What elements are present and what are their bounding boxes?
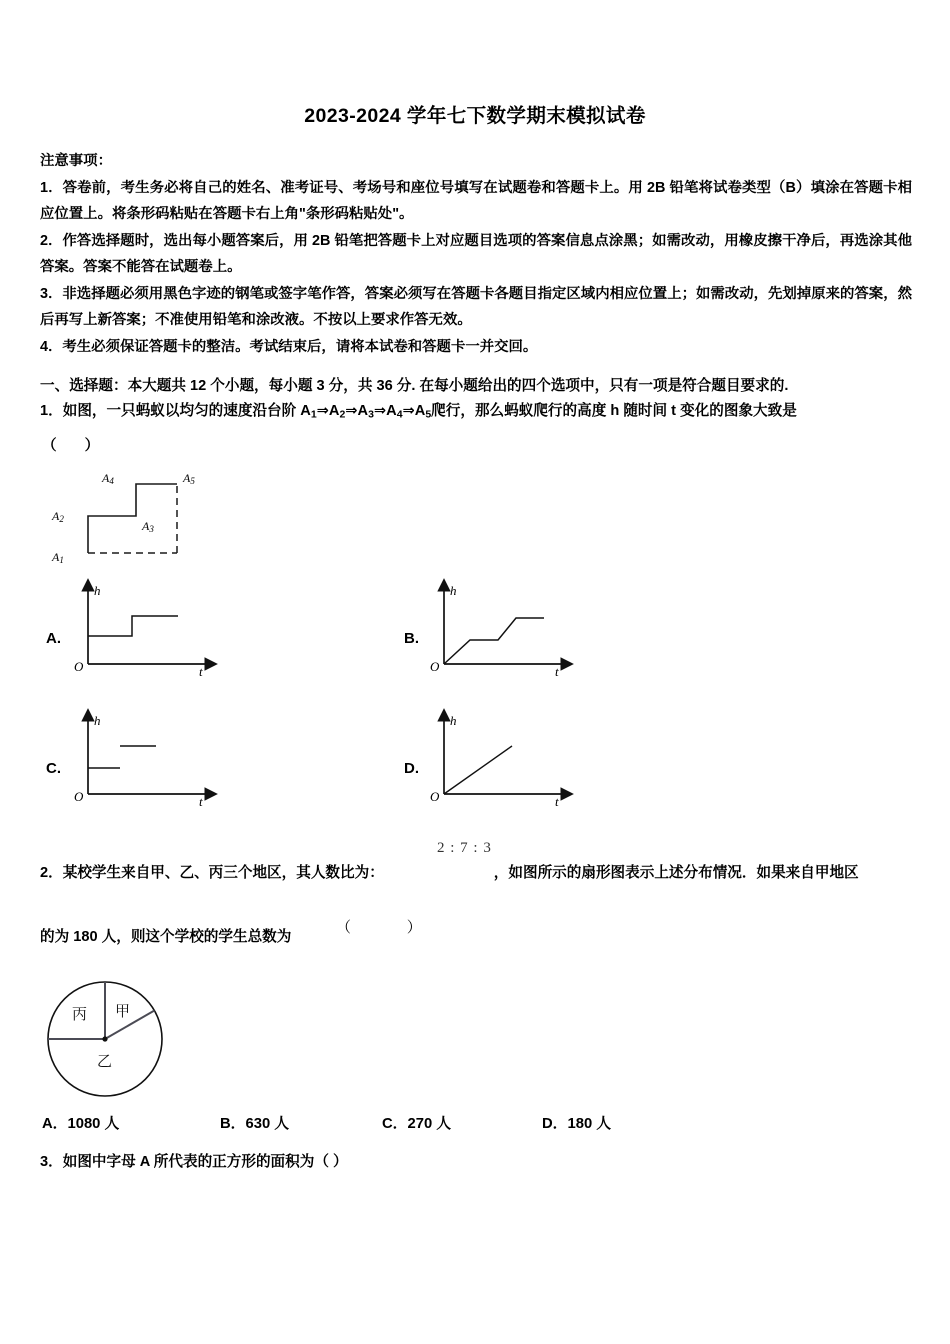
staircase-solid-path [88, 484, 177, 553]
option-A-graph [72, 578, 222, 676]
notes-heading: 注意事项： [40, 153, 112, 169]
question-2-choice-A[interactable]: A．1080 人 [42, 1116, 120, 1132]
question-2-choices [42, 1112, 682, 1133]
notes-item-3: 3．非选择题必须用黑色字迹的钢笔或签字笔作答，答案必须写在答题卡各题目指定区域内相应位置上；如需改动，先划掉原来的答案，然后再写上新答案；不准使用铅笔和涂改液。不按以上要求作答无效。 [40, 285, 912, 328]
question-1-text [40, 399, 924, 427]
question-3-body: 如图中字母 A 所代表的正方形的面积为（ ） [62, 1154, 348, 1170]
option-C-graph [72, 708, 222, 806]
question-2-choice-C[interactable]: C．270 人 [382, 1116, 452, 1132]
option-B-origin-label: O [430, 659, 440, 674]
notes-item-2: 2．作答选择题时，选出每小题答案后，用 2B 铅笔把答题卡上对应题目选项的答案信息点涂黑；如需改动，用橡皮擦干净后，再选涂其他答案。答案不能答在试题卷上。 [40, 232, 912, 275]
option-D-graph [428, 708, 578, 806]
question-1-staircase-figure [44, 462, 259, 564]
option-A-origin-label: O [74, 659, 84, 674]
option-C-y-axis-label: h [94, 713, 101, 728]
option-D-origin-label: O [430, 789, 440, 804]
staircase-label-A3: A3 [142, 519, 154, 534]
question-2-choice-D[interactable]: D．180 人 [542, 1116, 612, 1132]
notes-item-1: 1．答卷前，考生务必将自己的姓名、准考证号、考场号和座位号填写在试题卷和答题卡上。用 2B 铅笔将试卷类型（B）填涂在答题卡相应位置上。将条形码粘贴在答题卡右上角"条形码粘贴处"。 [40, 179, 912, 222]
pie-slice-label-yi: 乙 [97, 1053, 113, 1070]
option-D-y-axis-label: h [450, 713, 457, 728]
staircase-label-A2: A2 [52, 509, 64, 524]
page-title: 2023-2024 学年七下数学期末模拟试卷 [304, 105, 646, 127]
option-B-graph [428, 578, 578, 676]
option-B-x-axis-label: t [555, 664, 559, 676]
question-2-answer-paren: （ ） [336, 920, 448, 936]
question-1-answer-paren: （ ） [42, 438, 112, 454]
pie-slice-label-bing: 丙 [72, 1006, 88, 1023]
staircase-label-A5: A5 [183, 471, 195, 486]
option-C-label: C. [46, 760, 61, 777]
pie-slice-label-jia: 甲 [115, 1003, 131, 1020]
option-C-x-axis-label: t [199, 794, 203, 806]
question-2-pie-chart [40, 978, 215, 1100]
staircase-label-A1: A1 [52, 550, 64, 564]
question-1-text-after: 爬行，那么蚂蚁爬行的高度 h 随时间 t 变化的图象大致是 [431, 403, 797, 419]
option-B-step-curve [444, 618, 544, 664]
option-B-y-axis-label: h [450, 583, 457, 598]
question-2-text-line-1 [40, 862, 930, 884]
question-2-text-line-2: 的为 180 人，则这个学校的学生总数为 [40, 929, 292, 945]
option-A-step-curve [88, 616, 178, 636]
question-1-arrow-3: ⇒A [373, 403, 397, 419]
question-2-text-part2: ，如图所示的扇形图表示上述分布情况．如果来自甲地区 [493, 865, 859, 881]
option-A-x-axis-label: t [199, 664, 203, 676]
option-D-label: D. [404, 760, 419, 777]
question-3-text [40, 1150, 348, 1171]
option-B-label: B. [404, 630, 419, 647]
option-A-label: A. [46, 630, 61, 647]
question-1-sub-3: 3 [368, 408, 374, 421]
question-2-choice-B[interactable]: B．630 人 [220, 1116, 290, 1132]
staircase-label-A4: A4 [102, 471, 114, 486]
question-1-arrow-1: ⇒A [316, 403, 340, 419]
question-1-sub-2: 2 [339, 408, 346, 421]
question-2-text-part1: 某校学生来自甲、乙、丙三个地区，其人数比为： [62, 865, 384, 881]
question-1-arrow-2: ⇒A [345, 403, 369, 419]
option-C-origin-label: O [74, 789, 84, 804]
option-A-y-axis-label: h [94, 583, 101, 598]
notes-item-4: 4．考生必须保证答题卡的整洁。考试结束后，请将本试卷和答题卡一并交回。 [40, 338, 538, 355]
question-3-number: 3． [40, 1154, 63, 1170]
section-header: 一、选择题：本大题共 12 个小题，每小题 3 分，共 36 分. 在每小题给出的四个选项中，只有一项是符合题目要求的. [40, 378, 789, 394]
question-2-number: 2． [40, 865, 63, 881]
question-1-arrow-4: ⇒A [402, 403, 426, 419]
question-1-text-before: 如图，一只蚂蚁以均匀的速度沿台阶 A [62, 403, 311, 419]
question-1-sub-1: 1 [310, 408, 317, 421]
option-D-x-axis-label: t [555, 794, 559, 806]
question-1-number: 1． [40, 403, 63, 419]
notes-block [40, 148, 912, 360]
question-1-sub-4: 4 [396, 408, 403, 421]
pie-center-dot [102, 1036, 107, 1041]
question-2-ratio: 2 : 7 : 3 [437, 840, 492, 856]
option-D-ray [444, 746, 512, 794]
question-1-sub-5: 5 [425, 408, 432, 421]
